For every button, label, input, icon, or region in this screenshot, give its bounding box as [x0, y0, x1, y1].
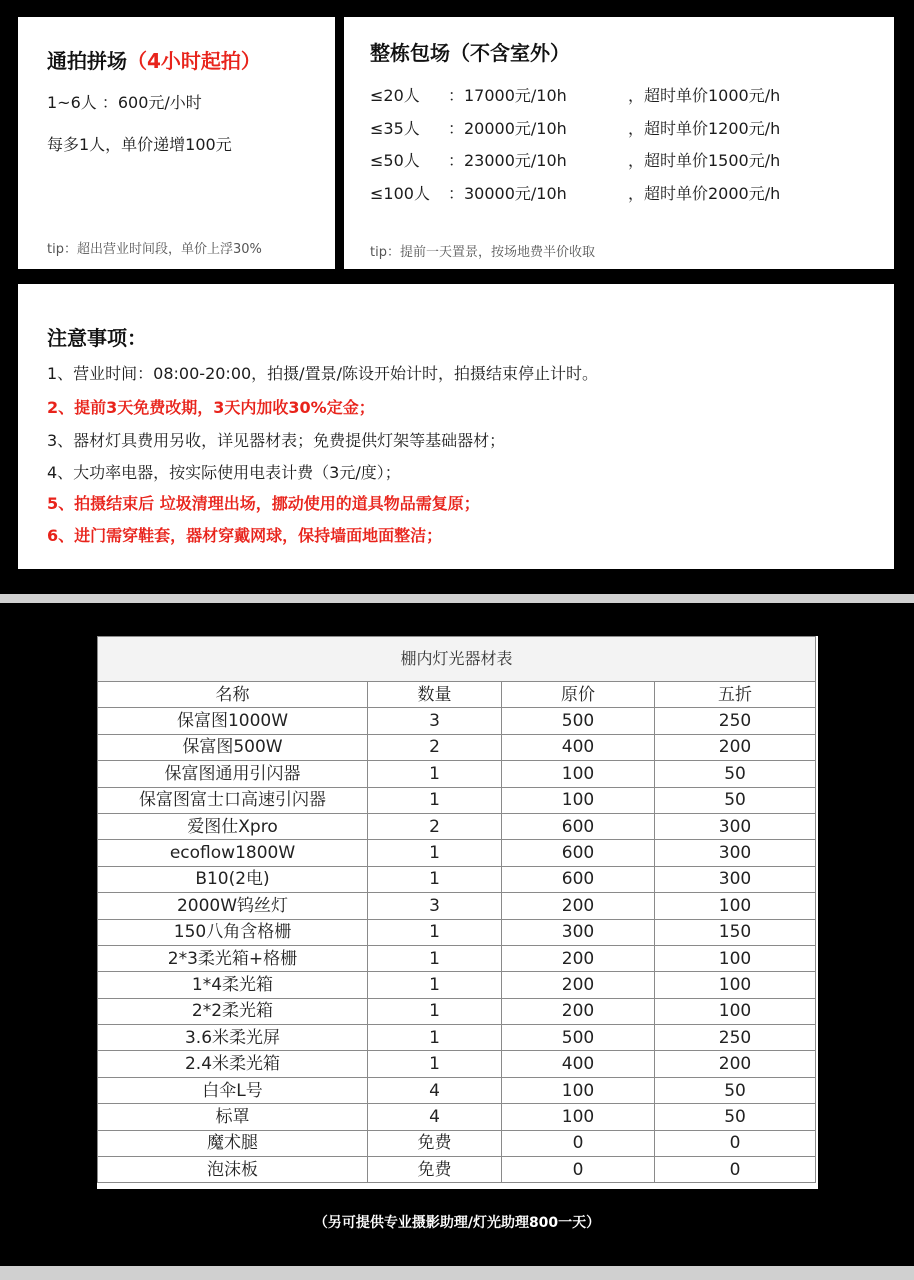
cell-half-price: 50	[655, 761, 816, 787]
cell-original-price: 600	[502, 840, 655, 866]
header-half-price: 五折	[655, 682, 816, 708]
table-row	[98, 1157, 816, 1183]
cell-original-price: 200	[502, 998, 655, 1024]
cell-half-price: 250	[655, 708, 816, 734]
cell-quantity: 1	[368, 840, 502, 866]
table-row	[98, 840, 816, 866]
cell-half-price: 100	[655, 998, 816, 1024]
cell-name: 2*3柔光箱+格栅	[98, 945, 368, 971]
cell-half-price: 300	[655, 840, 816, 866]
row-people: ≤100人	[370, 184, 430, 203]
cell-original-price: 500	[502, 1025, 655, 1051]
cell-name: B10(2电)	[98, 866, 368, 892]
cell-name: 2*2柔光箱	[98, 998, 368, 1024]
table-row	[98, 1025, 816, 1051]
note-item: 3、器材灯具费用另收，详见器材表；免费提供灯架等基础器材；	[47, 431, 506, 450]
cell-name: 泡沫板	[98, 1157, 368, 1183]
cell-half-price: 200	[655, 1051, 816, 1077]
cell-name: 3.6米柔光屏	[98, 1025, 368, 1051]
notes-title: 注意事项：	[47, 326, 147, 350]
row-overtime: ，超时单价2000元/h	[628, 184, 781, 203]
row-overtime: ，超时单价1000元/h	[628, 86, 781, 105]
row-price: ：30000元/10h	[448, 184, 567, 203]
cell-original-price: 500	[502, 708, 655, 734]
row-overtime: ，超时单价1200元/h	[628, 119, 781, 138]
cell-original-price: 100	[502, 787, 655, 813]
cell-quantity: 4	[368, 1104, 502, 1130]
cell-original-price: 600	[502, 813, 655, 839]
bottom-band	[0, 1266, 914, 1280]
note-item: 1、营业时间：08:00-20:00，拍摄/置景/陈设开始计时，拍摄结束停止计时。	[47, 364, 598, 383]
whole-building-title: 整栋包场（不含室外）	[370, 41, 570, 65]
shared-shoot-tip: tip：超出营业时间段，单价上浮30%	[47, 242, 262, 257]
shared-shoot-price: 1~6人 ：600元/小时	[47, 93, 202, 112]
cell-original-price: 100	[502, 1104, 655, 1130]
cell-name: 2000W钨丝灯	[98, 893, 368, 919]
table-row	[98, 787, 816, 813]
shared-shoot-card	[18, 17, 335, 269]
whole-building-tip: tip：提前一天置景，按场地费半价收取	[370, 245, 595, 260]
note-item: 6、进门需穿鞋套，器材穿戴网球，保持墙面地面整洁；	[47, 526, 443, 545]
cell-original-price: 200	[502, 893, 655, 919]
cell-half-price: 50	[655, 787, 816, 813]
cell-quantity: 1	[368, 787, 502, 813]
table-header-row	[98, 682, 816, 708]
shared-shoot-title-text: 通拍拼场	[47, 49, 127, 73]
cell-name: 2.4米柔光箱	[98, 1051, 368, 1077]
cell-quantity: 3	[368, 893, 502, 919]
cell-quantity: 1	[368, 761, 502, 787]
cell-name: 保富图通用引闪器	[98, 761, 368, 787]
whole-building-card	[344, 17, 894, 269]
cell-name: 保富图富士口高速引闪器	[98, 787, 368, 813]
table-row	[98, 893, 816, 919]
table-row	[98, 1077, 816, 1103]
notes-card	[18, 284, 894, 569]
table-row	[98, 866, 816, 892]
row-price: ：23000元/10h	[448, 151, 567, 170]
cell-quantity: 1	[368, 972, 502, 998]
cell-quantity: 免费	[368, 1157, 502, 1183]
table-row	[98, 972, 816, 998]
cell-quantity: 3	[368, 708, 502, 734]
cell-name: 标罩	[98, 1104, 368, 1130]
cell-name: 保富图500W	[98, 734, 368, 760]
row-people: ≤20人	[370, 86, 420, 105]
cell-half-price: 100	[655, 945, 816, 971]
table-row	[98, 1130, 816, 1156]
table-row	[98, 1051, 816, 1077]
shared-shoot-increment: 每多1人，单价递增100元	[47, 135, 232, 154]
row-price: ：20000元/10h	[448, 119, 567, 138]
cell-quantity: 1	[368, 945, 502, 971]
table-row	[98, 761, 816, 787]
cell-name: 1*4柔光箱	[98, 972, 368, 998]
equipment-table	[97, 636, 816, 1183]
cell-name: 保富图1000W	[98, 708, 368, 734]
cell-half-price: 50	[655, 1104, 816, 1130]
cell-name: 爱图仕Xpro	[98, 813, 368, 839]
cell-quantity: 4	[368, 1077, 502, 1103]
cell-quantity: 1	[368, 998, 502, 1024]
cell-half-price: 250	[655, 1025, 816, 1051]
cell-original-price: 0	[502, 1157, 655, 1183]
header-name: 名称	[98, 682, 368, 708]
table-row	[98, 945, 816, 971]
row-overtime: ，超时单价1500元/h	[628, 151, 781, 170]
header-quantity: 数量	[368, 682, 502, 708]
cell-quantity: 1	[368, 866, 502, 892]
row-price: ：17000元/10h	[448, 86, 567, 105]
cell-half-price: 300	[655, 866, 816, 892]
cell-half-price: 300	[655, 813, 816, 839]
cell-half-price: 50	[655, 1077, 816, 1103]
cell-quantity: 2	[368, 734, 502, 760]
header-original-price: 原价	[502, 682, 655, 708]
cell-quantity: 1	[368, 919, 502, 945]
cell-name: 白伞L号	[98, 1077, 368, 1103]
cell-original-price: 100	[502, 761, 655, 787]
cell-quantity: 1	[368, 1025, 502, 1051]
shared-shoot-title-highlight: （4小时起拍）	[127, 49, 261, 73]
row-people: ≤50人	[370, 151, 420, 170]
whole-building-row	[370, 181, 780, 204]
cell-original-price: 400	[502, 734, 655, 760]
cell-half-price: 0	[655, 1130, 816, 1156]
cell-name: 150八角含格栅	[98, 919, 368, 945]
row-people: ≤35人	[370, 119, 420, 138]
cell-quantity: 2	[368, 813, 502, 839]
cell-original-price: 200	[502, 945, 655, 971]
table-row	[98, 813, 816, 839]
table-caption: 棚内灯光器材表	[98, 637, 816, 682]
note-item: 2、提前3天免费改期，3天内加收30%定金；	[47, 398, 375, 417]
table-row	[98, 919, 816, 945]
note-item: 4、大功率电器，按实际使用电表计费（3元/度）；	[47, 463, 401, 482]
cell-original-price: 300	[502, 919, 655, 945]
table-row	[98, 708, 816, 734]
cell-quantity: 1	[368, 1051, 502, 1077]
table-row	[98, 998, 816, 1024]
equipment-table-container	[97, 636, 818, 1189]
table-caption-row	[98, 637, 816, 682]
assistant-footnote: （另可提供专业摄影助理/灯光助理800一天）	[313, 1215, 601, 1231]
cell-half-price: 150	[655, 919, 816, 945]
whole-building-row	[370, 83, 780, 106]
cell-original-price: 600	[502, 866, 655, 892]
cell-half-price: 0	[655, 1157, 816, 1183]
table-row	[98, 1104, 816, 1130]
cell-original-price: 0	[502, 1130, 655, 1156]
table-row	[98, 734, 816, 760]
cell-original-price: 400	[502, 1051, 655, 1077]
whole-building-row	[370, 148, 780, 171]
cell-original-price: 100	[502, 1077, 655, 1103]
cell-half-price: 200	[655, 734, 816, 760]
cell-original-price: 200	[502, 972, 655, 998]
cell-half-price: 100	[655, 893, 816, 919]
note-item: 5、拍摄结束后 垃圾清理出场，挪动使用的道具物品需复原；	[47, 494, 480, 513]
section-divider	[0, 594, 914, 603]
whole-building-row	[370, 116, 780, 139]
cell-name: ecoflow1800W	[98, 840, 368, 866]
cell-quantity: 免费	[368, 1130, 502, 1156]
cell-name: 魔术腿	[98, 1130, 368, 1156]
shared-shoot-title	[47, 45, 261, 74]
cell-half-price: 100	[655, 972, 816, 998]
